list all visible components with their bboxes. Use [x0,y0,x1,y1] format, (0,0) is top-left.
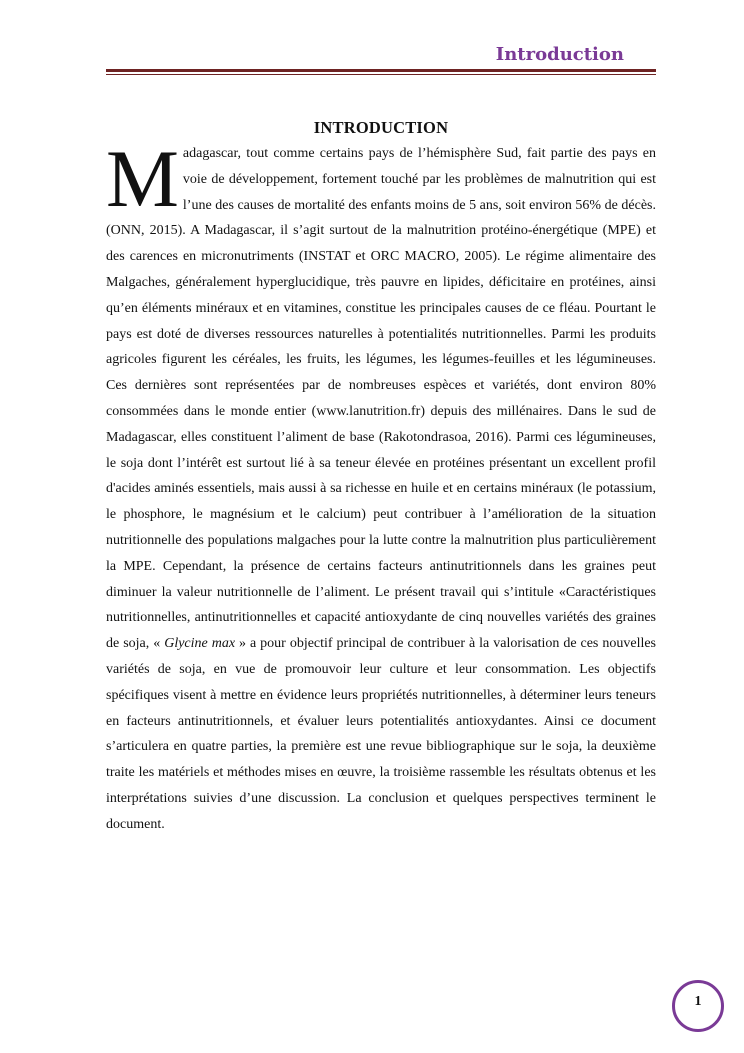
drop-cap-letter: M [106,133,179,224]
species-name: Glycine max [164,636,236,652]
introduction-paragraph [106,133,657,838]
paragraph-text-part-1: adagascar, tout comme certains pays de l’hémisphère Sud, fait partie des pays en voie de développement, fortement touché par les problèmes de malnutrition qui est l’une des causes de mortalité des enfants moins de 5 ans, soit environ 56% de décès. (ONN, 2015). A Madagascar, il s’agit surtout de la malnutrition protéino-énergétique (MPE) et des carences en micronutriments (INSTAT et ORC MACRO, 2005). Le régime alimentaire des Malgaches, généralement hyperglucidique, très pauvre en lipides, déficitaire en protéines, ainsi qu’en éléments minéraux et en vitamines, constitue les principales causes de ce fléau. Pourtant le pays est doté de diverses ressources naturelles à potentialités nutritionnelles. Parmi les produits agricoles figurent les céréales, les fruits, les légumes, les légumes-feuilles et les légumineuses. Ces dernières sont représentées par de nombreuses espèces et variétés, dont environ 80% consommées dans le monde entier (www.lanutrition.fr) depuis des millénaires. Dans le sud de Madagascar, elles constituent l’aliment de base (Rakotondrasoa, 2016). Parmi ces légumineuses, le soja dont l’intérêt est surtout lié à sa teneur élevée en protéines présentant un excellent profil d'acides aminés essentiels, mais aussi à sa richesse en huile et en certains minéraux (le potassium, le phosphore, le magnésium et le calcium) peut contribuer à l’amélioration de la situation nutritionnelle des populations malgaches pour la lutte contre la malnutrition plus particulièrement la MPE. Cependant, la présence de certains facteurs antinutritionnels dans les graines peut diminuer la valeur nutritionnelle de l’aliment. Le présent travail qui s’intitule «Caractéristiques nutritionnelles, antinutritionnelles et capacité antioxydante de cinq nouvelles variétés des graines de soja, « [106,146,656,652]
paragraph-text-part-2: » a pour objectif principal de contribuer à la valorisation de ces nouvelles variétés de soja, en vue de promouvoir leur culture et leur consommation. Les objectifs spécifiques visent à mettre en évidence leurs propriétés nutritionnelles, à déterminer leurs teneurs en facteurs antinutritionnels, et évaluer leurs potentialités antioxydantes. Ainsi ce document s’articulera en quatre parties, la première est une revue bibliographique sur le soja, la deuxième traite les matériels et méthodes mises en œuvre, la troisième rassemble les résultats obtenus et les interprétations suivies d’une discussion. La conclusion et quelques perspectives terminent le document. [106,636,657,832]
page-number-badge [672,980,724,1032]
section-heading: INTRODUCTION [313,118,449,137]
page-number: 1 [694,994,702,1009]
running-header-title: Introduction [495,44,624,65]
header-double-rule [106,69,656,75]
